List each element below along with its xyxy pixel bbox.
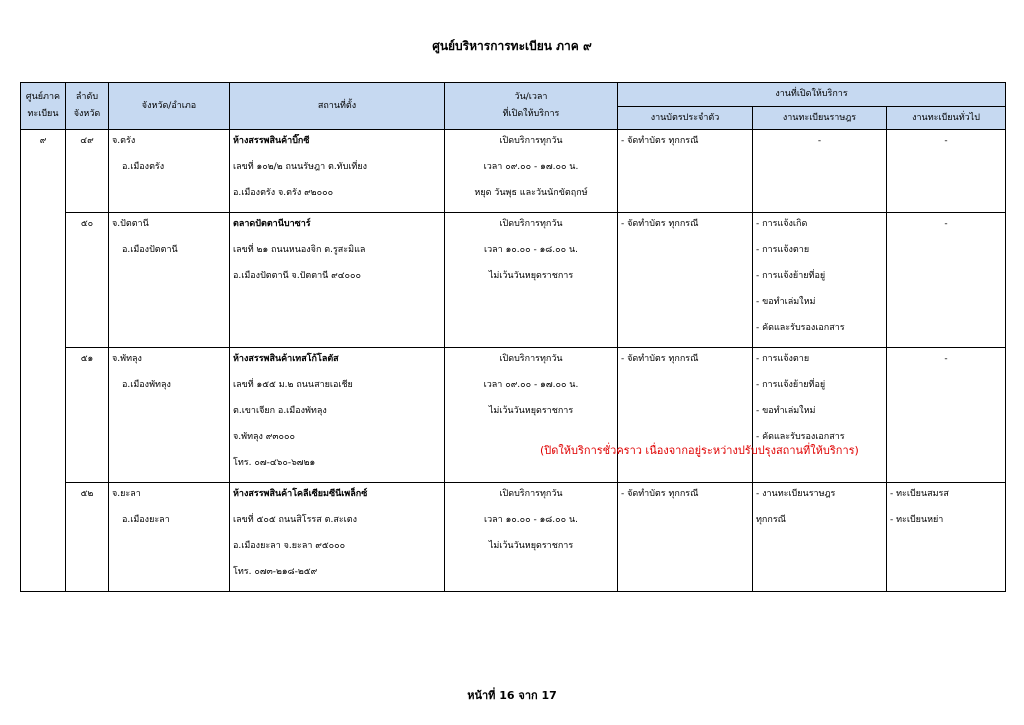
cell-line: เวลา ๐๙.๐๐ - ๑๗.๐๐ น. (483, 162, 579, 172)
cell-line: ๔๙ (80, 136, 94, 146)
cell-line: ๙ (39, 136, 47, 146)
cell-line: ไม่เว้นวันหยุดราชการ (488, 406, 574, 416)
region-cell (21, 130, 66, 592)
cell-line: ไม่เว้นวันหยุดราชการ (488, 541, 574, 551)
header-general-reg: งานทะเบียนทั่วไป (887, 107, 1006, 130)
cell-line: - (944, 354, 948, 364)
registration-table (20, 82, 1006, 592)
seq-cell (66, 348, 109, 483)
header-region: ศูนย์ภาค ทะเบียน (21, 83, 66, 130)
location-cell (230, 130, 445, 213)
cell-line: เปิดบริการทุกวัน (499, 219, 563, 229)
table-row (21, 213, 1006, 348)
cell-line: ต.เขาเจียก อ.เมืองพัทลุง (233, 406, 327, 416)
cell-line: อ.เมืองพัทลุง (122, 380, 171, 390)
cell-line: ทุกกรณี (756, 515, 787, 525)
cell-line: เวลา ๑๐.๐๐ - ๑๘.๐๐ น. (484, 515, 578, 525)
cell-line: - จัดทำบัตร ทุกกรณี (621, 354, 699, 364)
cell-line: อ.เมืองปัตตานี (122, 245, 178, 255)
cell-line: เลขที่ ๕๐๕ ถนนสิโรรส ต.สะเตง (233, 515, 357, 525)
cell-line: - คัดและรับรองเอกสาร (756, 323, 845, 333)
cell-line: - การแจ้งตาย (756, 245, 810, 255)
cell-line: อ.เมืองปัตตานี จ.ปัตตานี ๙๔๐๐๐ (233, 271, 362, 281)
cell-line: ๕๐ (80, 219, 94, 229)
location-cell (230, 483, 445, 592)
schedule-cell (445, 130, 618, 213)
id-card-cell (618, 348, 753, 483)
cell-line: - คัดและรับรองเอกสาร (756, 432, 845, 442)
cell-line: หยุด วันพุธ และวันนักขัตฤกษ์ (474, 188, 588, 198)
cell-line: จ.ยะลา (112, 489, 141, 499)
cell-line: - (944, 219, 948, 229)
cell-line: เปิดบริการทุกวัน (499, 136, 563, 146)
cell-line: - จัดทำบัตร ทุกกรณี (621, 489, 699, 499)
cell-line: เปิดบริการทุกวัน (499, 489, 563, 499)
cell-line: อ.เมืองยะลา (122, 515, 170, 525)
cell-line: จ.ตรัง (112, 136, 136, 146)
cell-line: เปิดบริการทุกวัน (499, 354, 563, 364)
cell-line: - (817, 136, 822, 146)
cell-line: - ทะเบียนสมรส (890, 489, 949, 499)
province-cell (109, 130, 230, 213)
general-reg-cell (887, 483, 1006, 592)
cell-line: ห้างสรรพสินค้าบิ๊กซี (233, 136, 310, 146)
schedule-cell (445, 348, 618, 483)
location-cell (230, 213, 445, 348)
schedule-cell (445, 213, 618, 348)
cell-line: จ.ปัตตานี (112, 219, 149, 229)
seq-cell (66, 130, 109, 213)
civil-reg-cell (753, 213, 887, 348)
cell-line: จ.พัทลุง (112, 354, 142, 364)
civil-reg-cell (753, 130, 887, 213)
province-cell (109, 348, 230, 483)
schedule-cell (445, 483, 618, 592)
cell-line: ห้างสรรพสินค้าโคลีเซียมซีนีเพล็กซ์ (233, 489, 368, 499)
cell-line: ตลาดปัตตานีบาซาร์ (233, 219, 311, 229)
table-row (21, 483, 1006, 592)
cell-line: อ.เมืองตรัง (122, 162, 165, 172)
id-card-cell (618, 130, 753, 213)
general-reg-cell (887, 213, 1006, 348)
cell-line: เลขที่ ๑๕๕ ม.๒ ถนนสายเอเชีย (233, 380, 353, 390)
seq-cell (66, 213, 109, 348)
province-cell (109, 213, 230, 348)
general-reg-cell (887, 130, 1006, 213)
cell-line: - งานทะเบียนราษฎร (756, 489, 836, 499)
id-card-cell (618, 213, 753, 348)
cell-line: - จัดทำบัตร ทุกกรณี (621, 136, 699, 146)
header-province: จังหวัด/อำเภอ (109, 83, 230, 130)
id-card-cell (618, 483, 753, 592)
cell-line: อ.เมืองยะลา จ.ยะลา ๙๕๐๐๐ (233, 541, 346, 551)
cell-line: อ.เมืองตรัง จ.ตรัง ๙๒๐๐๐ (233, 188, 334, 198)
cell-line: เลขที่ ๒๑ ถนนหนองจิก ต.รูสะมิแล (233, 245, 366, 255)
cell-line: - จัดทำบัตร ทุกกรณี (621, 219, 699, 229)
cell-line: โทร. ๐๗๓-๒๑๘-๒๕๙ (233, 567, 318, 577)
header-id-card: งานบัตรประจำตัว (618, 107, 753, 130)
header-location: สถานที่ตั้ง (230, 83, 445, 130)
cell-line: เวลา ๑๐.๐๐ - ๑๘.๐๐ น. (484, 245, 578, 255)
cell-line: - การแจ้งย้ายที่อยู่ (756, 380, 826, 390)
civil-reg-cell (753, 483, 887, 592)
cell-line: - การแจ้งย้ายที่อยู่ (756, 271, 826, 281)
header-civil-reg: งานทะเบียนราษฎร (753, 107, 887, 130)
province-cell (109, 483, 230, 592)
location-cell (230, 348, 445, 483)
cell-line: เวลา ๐๙.๐๐ - ๑๗.๐๐ น. (483, 380, 579, 390)
civil-reg-cell (753, 348, 887, 483)
cell-line: เลขที่ ๑๐๒/๒ ถนนรัษฎา ต.ทับเที่ยง (233, 162, 368, 172)
cell-line: ๕๒ (80, 489, 94, 499)
cell-line: - การแจ้งตาย (756, 354, 810, 364)
seq-cell (66, 483, 109, 592)
cell-line: โทร. ๐๗-๔๖๐-๖๗๒๑ (233, 458, 316, 468)
page-title: ศูนย์บริหารการทะเบียน ภาค ๙ (432, 39, 592, 53)
cell-line: ห้างสรรพสินค้าเทสโก้โลตัส (233, 354, 339, 364)
header-datetime: วัน/เวลา ที่เปิดให้บริการ (445, 83, 618, 130)
page-number: หน้าที่ 16 จาก 17 (467, 689, 557, 702)
table-body (21, 130, 1006, 592)
header-services: งานที่เปิดให้บริการ (618, 83, 1006, 107)
cell-line: - การแจ้งเกิด (756, 219, 808, 229)
table-row (21, 348, 1006, 483)
cell-line: ๕๑ (80, 354, 94, 364)
cell-line: - ทะเบียนหย่า (890, 515, 944, 525)
cell-line: - ขอทำเล่มใหม่ (756, 406, 816, 416)
cell-line: - ขอทำเล่มใหม่ (756, 297, 816, 307)
header-seq: ลำดับ จังหวัด (66, 83, 109, 130)
cell-line: - (944, 136, 948, 146)
cell-line: ไม่เว้นวันหยุดราชการ (488, 271, 574, 281)
cell-line: จ.พัทลุง ๙๓๐๐๐ (233, 432, 295, 442)
table-row (21, 130, 1006, 213)
temporary-closure-notice: (ปิดให้บริการชั่วคราว เนื่องจากอยู่ระหว่างปรับปรุงสถานที่ให้บริการ) (540, 444, 859, 457)
general-reg-cell (887, 348, 1006, 483)
